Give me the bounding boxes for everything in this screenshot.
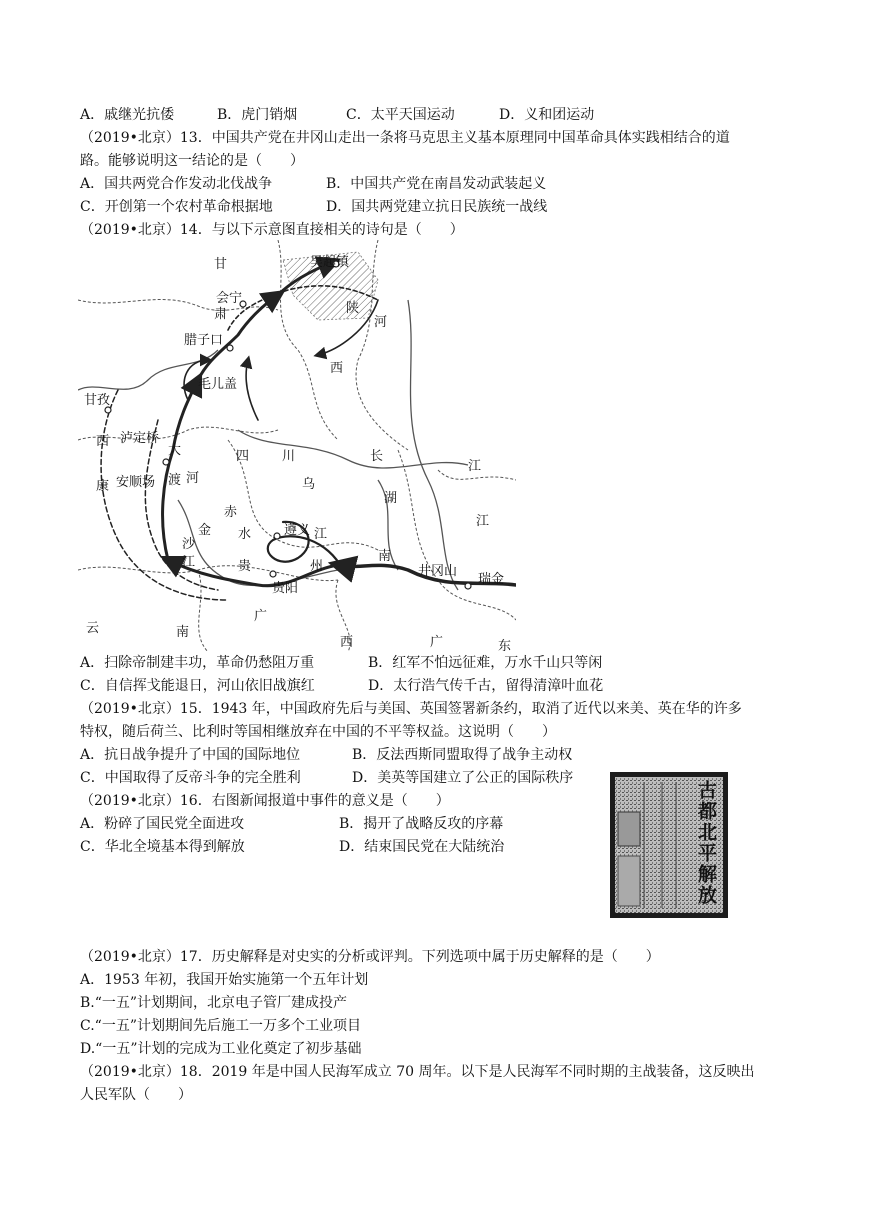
map-label: 西 — [330, 361, 344, 376]
news-headline: 古都北平解放 — [695, 780, 717, 906]
q13-option-d: D．国共两党建立抗日民族统一战线 — [326, 199, 548, 215]
map-label: 河 — [186, 471, 200, 486]
map-label: 广 — [254, 609, 268, 624]
map-label: 云 — [86, 621, 100, 636]
q14-option-d: D．太行浩气传千古，留得清漳叶血花 — [368, 678, 604, 694]
map-label: 安顺场 — [116, 475, 156, 490]
q18-stem-line1: （2019•北京）18．2019 年是中国人民海军成立 70 周年。以下是人民海军不同时期的主战装备，这反映出 — [80, 1064, 755, 1080]
map-label: 水 — [238, 527, 252, 542]
map-label: 金 — [198, 523, 212, 538]
map-label: 江 — [182, 555, 196, 570]
map-label: 康 — [96, 479, 110, 494]
q12-option-b: B．虎门销烟 — [217, 107, 298, 123]
map-label: 广 — [430, 635, 444, 650]
q15-stem-line2: 特权，随后荷兰、比利时等国相继放弃在中国的不平等权益。这说明（ ） — [80, 724, 556, 740]
q16-option-a: A．粉碎了国民党全面进攻 — [80, 816, 245, 832]
map-label: 南 — [176, 625, 190, 640]
q17-option-a: A．1953 年初，我国开始实施第一个五年计划 — [80, 972, 369, 988]
long-march-map — [78, 240, 516, 652]
q17-option-b: B.“一五”计划期间，北京电子管厂建成投产 — [80, 995, 348, 1011]
map-label: 肃 — [214, 307, 228, 322]
map-label: 河 — [374, 315, 388, 330]
q13-stem-line2: 路。能够说明这一结论的是（ ） — [80, 153, 304, 169]
map-label: 西 — [96, 434, 110, 449]
map-label: 江 — [476, 514, 490, 529]
map-label: 遵义 — [284, 523, 311, 538]
map-label: 渡 — [168, 473, 182, 488]
map-label: 陕 — [346, 301, 360, 316]
map-label: 四 — [236, 449, 250, 464]
map-label: 贵 — [238, 559, 252, 574]
map-label: 会宁 — [216, 291, 243, 306]
map-label: 东 — [498, 639, 512, 652]
q17-option-d: D.“一五”计划的完成为工业化奠定了初步基础 — [80, 1041, 362, 1057]
q13-option-c: C．开创第一个农村革命根据地 — [80, 199, 273, 215]
map-label: 瑞金 — [478, 572, 505, 587]
q12-option-a: A．戚继光抗倭 — [80, 107, 175, 123]
map-label: 州 — [310, 559, 324, 574]
map-label: 长 — [370, 449, 384, 464]
q13-option-a: A．国共两党合作发动北伐战争 — [80, 176, 273, 192]
q13-option-b: B．中国共产党在南昌发动武装起义 — [326, 176, 547, 192]
q16-option-d: D．结束国民党在大陆统治 — [339, 839, 505, 855]
map-label: 沙 — [182, 537, 196, 552]
q14-stem: （2019•北京）14．与以下示意图直接相关的诗句是（ ） — [80, 222, 464, 238]
q15-option-d: D．美英等国建立了公正的国际秩序 — [352, 770, 574, 786]
map-label: 江 — [314, 527, 328, 542]
map-label: 乌 — [302, 477, 316, 492]
q15-option-b: B．反法西斯同盟取得了战争主动权 — [352, 747, 573, 763]
q16-option-b: B．揭开了战略反攻的序幕 — [339, 816, 504, 832]
map-label: 贵阳 — [272, 581, 299, 596]
map-label: 井冈山 — [418, 564, 458, 579]
map-label: 腊子口 — [184, 333, 224, 348]
q12-option-c: C．太平天国运动 — [346, 107, 455, 123]
q14-option-b: B．红军不怕远征难，万水千山只等闲 — [368, 655, 603, 671]
map-label: 甘 — [214, 257, 228, 272]
q14-option-c: C．自信挥戈能退日，河山依旧战旗红 — [80, 678, 315, 694]
q13-stem-line1: （2019•北京）13．中国共产党在井冈山走出一条将马克思主义基本原理同中国革命具体实践相结合的道 — [80, 130, 730, 146]
q17-option-c: C.“一五”计划期间先后施工一万多个工业项目 — [80, 1018, 361, 1034]
map-label: 川 — [282, 449, 296, 464]
q16-stem: （2019•北京）16．右图新闻报道中事件的意义是（ ） — [80, 793, 450, 809]
q15-option-a: A．抗日战争提升了中国的国际地位 — [80, 747, 301, 763]
q12-option-d: D．义和团运动 — [499, 107, 595, 123]
map-label: 大 — [168, 443, 182, 458]
map-label: 湖 — [384, 491, 398, 506]
q14-option-a: A．扫除帝制建丰功，革命仍愁阻万重 — [80, 655, 315, 671]
map-label: 甘孜 — [84, 393, 111, 408]
map-label: 吴起镇 — [310, 255, 350, 270]
q18-stem-line2: 人民军队（ ） — [80, 1087, 192, 1103]
q15-option-c: C．中国取得了反帝斗争的完全胜利 — [80, 770, 301, 786]
q15-stem-line1: （2019•北京）15．1943 年，中国政府先后与美国、英国签署新条约，取消了近代以来美、英在华的许多 — [80, 701, 742, 717]
newspaper-clipping-image — [610, 772, 728, 918]
q17-stem: （2019•北京）17．历史解释是对史实的分析或评判。下列选项中属于历史解释的是（ ） — [80, 949, 660, 965]
map-label: 江 — [468, 459, 482, 474]
map-label: 赤 — [224, 505, 238, 520]
map-label: 毛儿盖 — [198, 377, 238, 392]
q16-option-c: C．华北全境基本得到解放 — [80, 839, 245, 855]
map-label: 西 — [340, 635, 354, 650]
map-label: 泸定桥 — [120, 431, 160, 446]
map-label: 南 — [378, 549, 392, 564]
